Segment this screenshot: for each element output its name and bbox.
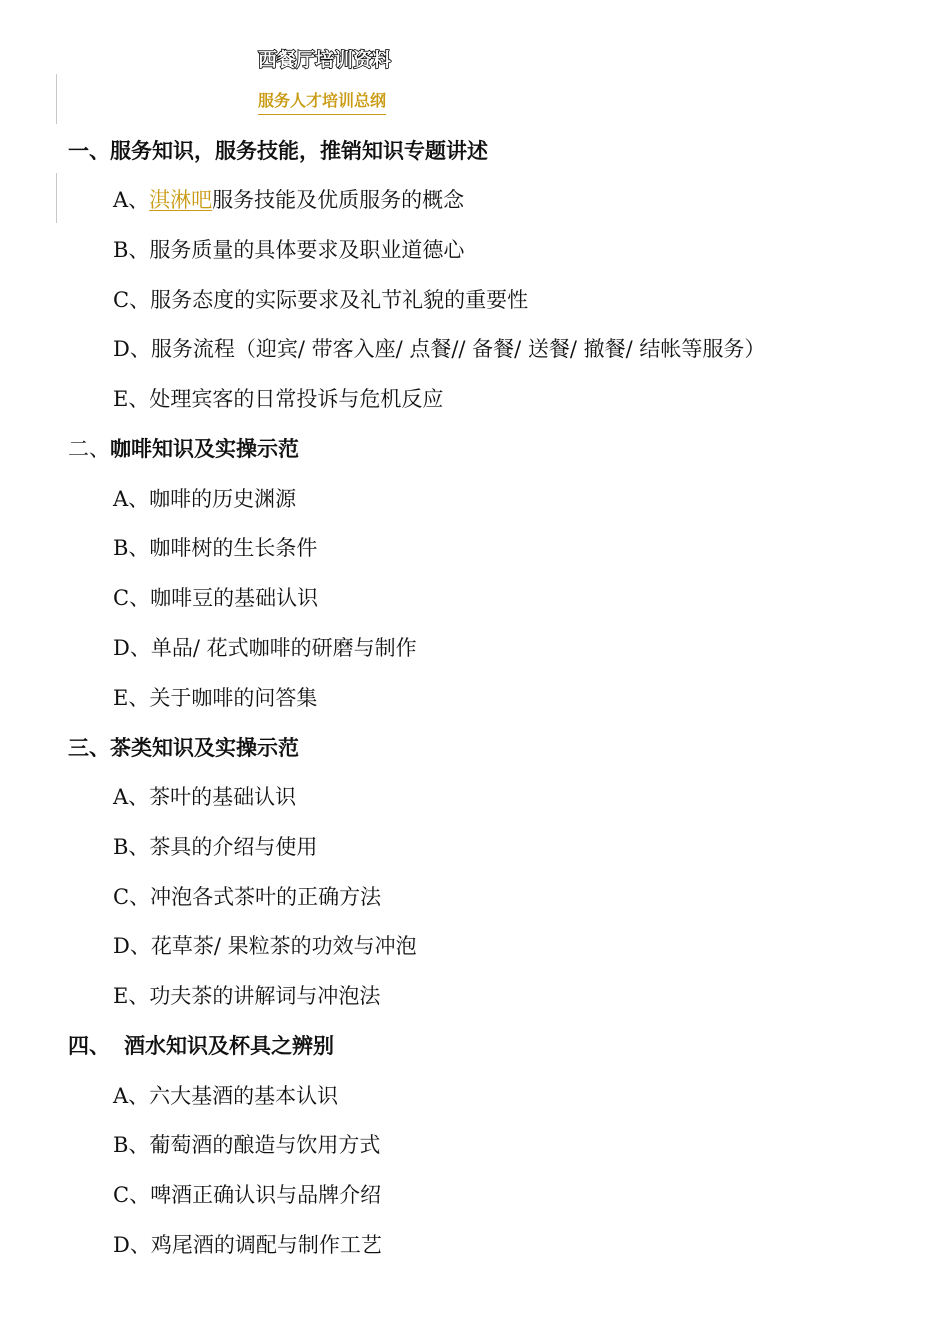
- margin-change-mark: [56, 173, 57, 223]
- list-item: A、茶叶的基础认识: [113, 785, 297, 809]
- section-heading-tea: [68, 733, 299, 763]
- list-item: E、功夫茶的讲解词与冲泡法: [113, 984, 381, 1008]
- list-item: C、啤酒正确认识与品牌介绍: [113, 1183, 382, 1207]
- list-item: B、咖啡树的生长条件: [113, 536, 318, 560]
- section-heading-service: [68, 136, 488, 166]
- section-number: 二、: [68, 437, 110, 461]
- list-item: E、关于咖啡的问答集: [113, 686, 318, 710]
- section-heading-drinks: [68, 1031, 334, 1061]
- document-subtitle: 服务人才培训总纲: [258, 88, 386, 115]
- margin-change-mark: [56, 74, 57, 124]
- section-heading-coffee: [68, 434, 299, 464]
- section-title: 咖啡知识及实操示范: [110, 436, 299, 461]
- list-item: B、茶具的介绍与使用: [113, 835, 318, 859]
- list-item: D、鸡尾酒的调配与制作工艺: [113, 1233, 382, 1257]
- item-text: 服务技能及优质服务的概念: [212, 188, 465, 212]
- list-item: A、六大基酒的基本认识: [113, 1084, 339, 1108]
- list-item: E、处理宾客的日常投诉与危机反应: [113, 387, 444, 411]
- section-number: 三、: [68, 735, 110, 760]
- icecream-bar-link[interactable]: 淇淋吧: [149, 188, 213, 212]
- document-title: 西餐厅培训资料: [258, 49, 392, 71]
- section-title: 茶类知识及实操示范: [110, 735, 299, 760]
- list-item: B、葡萄酒的酿造与饮用方式: [113, 1133, 381, 1157]
- list-item: C、冲泡各式茶叶的正确方法: [113, 885, 382, 909]
- list-item: C、服务态度的实际要求及礼节礼貌的重要性: [113, 288, 529, 312]
- section-number: 一、: [68, 138, 110, 163]
- list-item: C、咖啡豆的基础认识: [113, 586, 319, 610]
- list-item: D、服务流程（迎宾/ 带客入座/ 点餐// 备餐/ 送餐/ 撤餐/ 结帐等服务）: [113, 337, 766, 361]
- list-item: B、服务质量的具体要求及职业道德心: [113, 238, 465, 262]
- section-title: 酒水知识及杯具之辨别: [124, 1033, 334, 1058]
- section-number: 四、: [68, 1033, 110, 1058]
- item-prefix: A、: [113, 188, 150, 212]
- list-item: D、花草茶/ 果粒茶的功效与冲泡: [113, 934, 417, 958]
- section-title: 服务知识，服务技能，推销知识专题讲述: [110, 138, 488, 163]
- list-item: [113, 185, 464, 215]
- list-item: A、咖啡的历史渊源: [113, 487, 297, 511]
- list-item: D、单品/ 花式咖啡的研磨与制作: [113, 636, 417, 660]
